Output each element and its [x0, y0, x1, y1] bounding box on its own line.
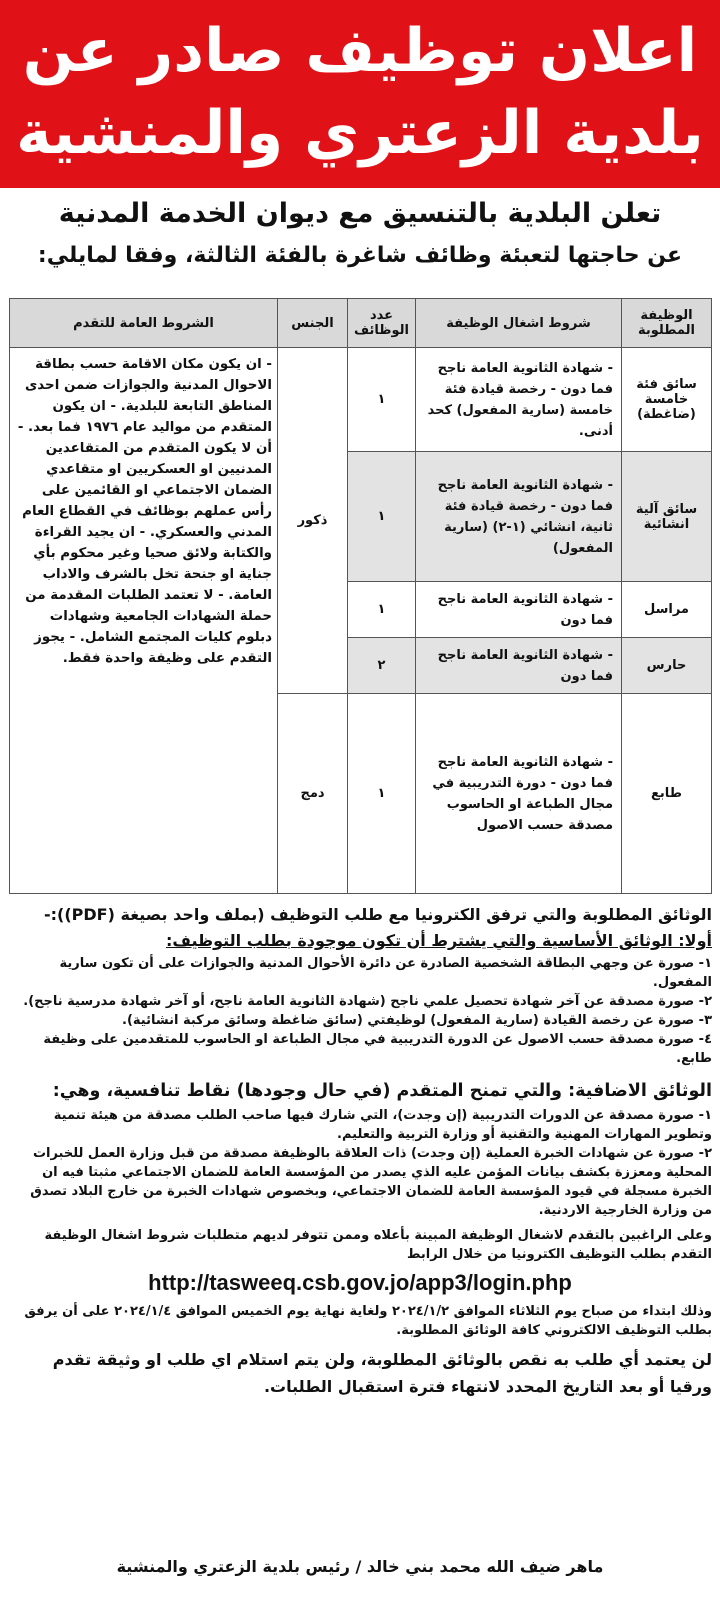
basic-item: ٢- صورة مصدقة عن آخر شهادة تحصيل علمي ناجح (شهادة الثانوية العامة ناجح، أو آخر شهادة مدرسية ناجح).	[23, 994, 712, 1009]
basic-item: ١- صورة عن وجهي البطاقة الشخصية الصادرة عن دائرة الأحوال المدنية والجوازات على أن تكون سارية المفعول.	[59, 956, 712, 990]
job-cell: مراسل	[622, 582, 712, 638]
conditions-cell: - ان يكون مكان الاقامة حسب بطاقة الاحوال المدنية والجوازات ضمن احدى المناطق التابعة للبلدية. - ان يكون المتقدم من مواليد عام ١٩٧٦ فما بعد. - أن لا يكون المتقدم من المتقاعدين المدنيين او العسكريين او متقاعدي الضمان الاجتماعي او القائمين على رأس عملهم بوظائف في القطاع العام المدني والعسكري. - ان يجيد القراءة والكتابة ولائق صحيا وغير محكوم بأي جناية او جنحة تخل بالشرف والاداب العامة. - لا تعتمد الطلبات المقدمة من حملة الشهادات الجامعية وشهادات دبلوم كليات المجتمع الشامل. - يجوز التقدم على وظيفة واحدة فقط.	[10, 348, 278, 894]
banner-title-line1: اعلان توظيف صادر عن	[22, 16, 698, 86]
requirements-cell: - شهادة الثانوية العامة ناجح فما دون - رخصة قيادة فئة ثانية، انشائي (١-٢) (سارية المفعول)	[416, 452, 622, 582]
count-cell: ١	[348, 348, 416, 452]
application-link[interactable]: http://tasweeq.csb.gov.jo/app3/login.php	[148, 1270, 572, 1295]
apply-invitation: وعلى الراغبين بالتقدم لاشغال الوظيفة المبينة بأعلاه وممن تتوفر لديهم متطلبات شروط اشغال الوظيفة التقدم بطلب التوظيف الكترونيا من خلال الرابط	[44, 1228, 712, 1262]
header-requirements: شروط اشغال الوظيفة	[416, 299, 622, 348]
title-banner	[0, 0, 720, 188]
header-job: الوظيفة المطلوبة	[622, 299, 712, 348]
requirements-cell: - شهادة الثانوية العامة ناجح فما دون	[416, 582, 622, 638]
requirements-cell: - شهادة الثانوية العامة ناجح فما دون - دورة التدريبية في مجال الطباعة او الحاسوب مصدقة حسب الاصول	[416, 694, 622, 894]
table-header-row	[10, 299, 712, 348]
header-gender: الجنس	[278, 299, 348, 348]
application-dates: وذلك ابتداء من صباح يوم الثلاثاء الموافق ٢٠٢٤/١/٢ ولغاية نهاية يوم الخميس الموافق ٢٠٢٤/١/٤ على أن يرفق بطلب التوظيف الالكتروني كافة الوثائق المطلوبة.	[24, 1304, 712, 1338]
job-cell: طابع	[622, 694, 712, 894]
intro-text	[0, 192, 720, 276]
count-cell: ١	[348, 694, 416, 894]
extra-documents-heading: الوثائق الاضافية: والتي تمنح المتقدم (في حال وجودها) نقاط تنافسية، وهي:	[52, 1081, 712, 1101]
warning-note: لن يعتمد أي طلب به نقص بالوثائق المطلوبة، ولن يتم استلام اي طلب او وثيقة تقدم ورقيا أو بعد التاريخ المحدد لانتهاء فترة استقبال الطلبات.	[52, 1350, 712, 1396]
documents-section	[8, 902, 712, 1400]
extra-item: ٢- صورة عن شهادات الخبرة العملية (إن وجدت) ذات العلاقة بالوظيفة مصدقة من قبل وزارة العمل للخبرات المحلية ومعززة بكشف بيانات المؤمن عليه الذي يصدر من المؤسسة العامة للضمان الاجتماعي مثبتا فيه ان الخبرة مسجلة في قيود المؤسسة العامة للضمان الاجتماعي، وبخصوص شهادات الخبرة من خارج البلاد تصدق من وزارة الخارجية الاردنية.	[30, 1146, 712, 1218]
job-cell: سائق فئة خامسة (ضاغطة)	[622, 348, 712, 452]
count-cell: ١	[348, 452, 416, 582]
documents-heading: الوثائق المطلوبة والتي ترفق الكترونيا مع طلب التوظيف (بملف واحد بصيغة (PDF)):-	[44, 905, 712, 924]
header-conditions: الشروط العامة للتقدم	[10, 299, 278, 348]
job-cell: حارس	[622, 638, 712, 694]
count-cell: ٢	[348, 638, 416, 694]
job-cell: سائق آلية انشائية	[622, 452, 712, 582]
intro-line2: عن حاجتها لتعبئة وظائف شاغرة بالفئة الثالثة، وفقا لمايلي:	[37, 243, 683, 268]
extra-item: ١- صورة مصدقة عن الدورات التدريبية (إن وجدت)، التي شارك فيها صاحب الطلب مصدقة من هيئة تنمية وتطوير المهارات المهنية والتقنية أو وزارة التربية والتعليم.	[53, 1108, 712, 1142]
basic-item: ٤- صورة مصدقة حسب الاصول عن الدورة التدريبية في مجال الطباعة او الحاسوب للمتقدمين على وظيفة طابع.	[43, 1032, 712, 1066]
requirements-cell: - شهادة الثانوية العامة ناجح فما دون	[416, 638, 622, 694]
count-cell: ١	[348, 582, 416, 638]
basic-item: ٣- صورة عن رخصة القيادة (سارية المفعول) لوظيفتي (سائق ضاغطة وسائق مركبة انشائية).	[122, 1013, 712, 1028]
jobs-table	[9, 298, 712, 894]
basic-documents-heading: أولا: الوثائق الأساسية والتي يشترط أن تكون موجودة بطلب التوظيف:	[166, 931, 712, 950]
header-count: عدد الوظائف	[348, 299, 416, 348]
intro-line1: تعلن البلدية بالتنسيق مع ديوان الخدمة المدنية	[58, 198, 662, 229]
table-row	[10, 348, 712, 452]
requirements-cell: - شهادة الثانوية العامة ناجح فما دون - رخصة قيادة فئة خامسة (سارية المفعول) كحد أدنى.	[416, 348, 622, 452]
banner-title-line2: بلدية الزعتري والمنشية	[16, 98, 704, 168]
signature: ماهر ضيف الله محمد بني خالد / رئيس بلدية الزعتري والمنشية	[116, 1557, 604, 1576]
gender-cell-mixed: دمج	[278, 694, 348, 894]
gender-cell-male: ذكور	[278, 348, 348, 694]
